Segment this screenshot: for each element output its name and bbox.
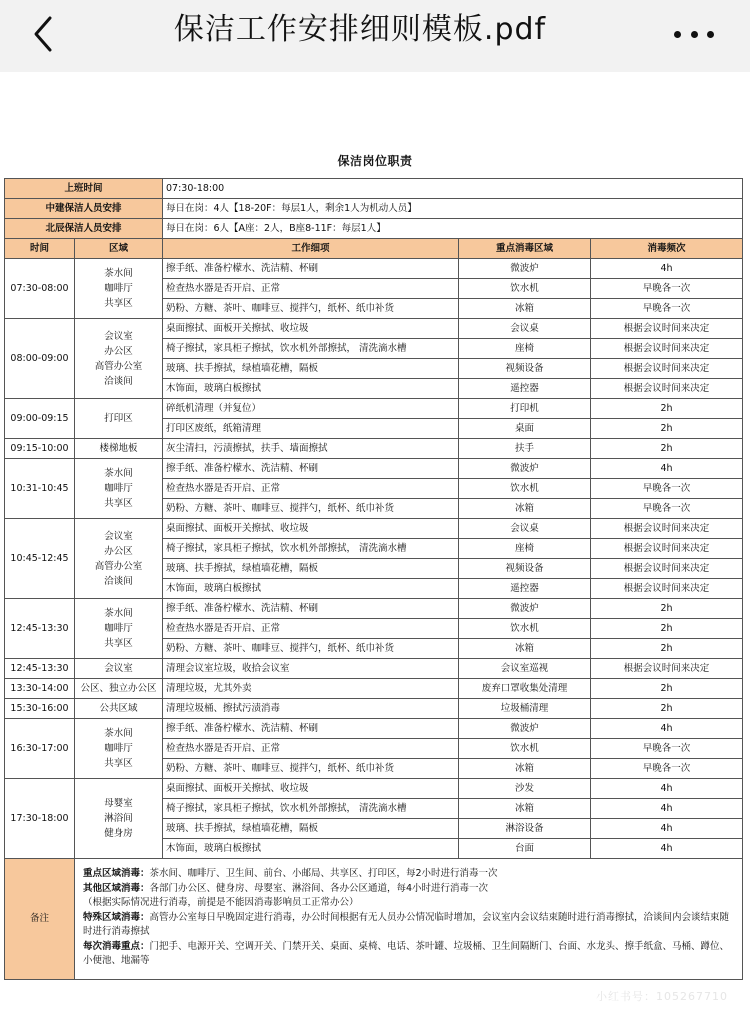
- note-text: 门把手、电源开关、空调开关、门禁开关、桌面、桌椅、电话、茶叶罐、垃圾桶、卫生间隔断门、台面、水龙头、擦手纸盒、马桶、蹲位、小便池、地漏等: [83, 940, 730, 966]
- cell-task: 清理垃圾，尤其外卖: [163, 679, 459, 699]
- schedule-row: [5, 459, 743, 479]
- info-label: 北辰保洁人员安排: [5, 219, 163, 239]
- cell-frequency: 2h: [591, 599, 743, 619]
- cell-time: 10:45-12:45: [5, 519, 75, 599]
- cell-frequency: 2h: [591, 619, 743, 639]
- cell-disinfect-area: 微波炉: [459, 259, 591, 279]
- note-line: [83, 882, 734, 897]
- cell-disinfect-area: 遥控器: [459, 379, 591, 399]
- info-value: 每日在岗：4人【18-20F：每层1人，剩余1人为机动人员】: [163, 199, 743, 219]
- cell-frequency: 4h: [591, 819, 743, 839]
- cell-task: 木饰面，玻璃白板擦拭: [163, 839, 459, 859]
- schedule-row: [5, 439, 743, 459]
- cell-task: 灰尘清扫，污渍擦拭，扶手、墙面擦拭: [163, 439, 459, 459]
- cell-frequency: 4h: [591, 459, 743, 479]
- info-row: [5, 199, 743, 219]
- cell-frequency: 2h: [591, 419, 743, 439]
- cell-disinfect-area: 淋浴设备: [459, 819, 591, 839]
- cell-area: 会议室 办公区 高管办公室 洽谈间: [75, 319, 163, 399]
- cell-task: 木饰面，玻璃白板擦拭: [163, 379, 459, 399]
- info-row: [5, 219, 743, 239]
- cell-task: 奶粉、方糖、茶叶、咖啡豆、搅拌勺，纸杯、纸巾补货: [163, 639, 459, 659]
- cell-area: 公区、独立办公区: [75, 679, 163, 699]
- cell-frequency: 早晚各一次: [591, 479, 743, 499]
- cell-task: 擦手纸、准备柠檬水、洗洁精、杯刷: [163, 719, 459, 739]
- cell-area: 打印区: [75, 399, 163, 439]
- cell-time: 13:30-14:00: [5, 679, 75, 699]
- cell-frequency: 4h: [591, 839, 743, 859]
- cell-disinfect-area: 打印机: [459, 399, 591, 419]
- cell-disinfect-area: 视频设备: [459, 559, 591, 579]
- more-horizontal-icon: [674, 31, 681, 38]
- cell-disinfect-area: 座椅: [459, 339, 591, 359]
- cell-disinfect-area: 冰箱: [459, 299, 591, 319]
- note-heading: 重点区域消毒：: [83, 868, 150, 879]
- top-bar: [0, 0, 750, 72]
- cell-disinfect-area: 冰箱: [459, 799, 591, 819]
- cell-task: 桌面擦拭、面板开关擦拭、收垃圾: [163, 779, 459, 799]
- column-header-disinfect-area: 重点消毒区域: [459, 239, 591, 259]
- document-page: [0, 72, 750, 1014]
- chevron-left-icon: [26, 14, 62, 54]
- note-text: （根据实际情况进行消毒，前提是不能因消毒影响员工正常办公）: [83, 897, 359, 908]
- column-header-area: 区域: [75, 239, 163, 259]
- cell-frequency: 2h: [591, 639, 743, 659]
- cell-task: 擦手纸、准备柠檬水、洗洁精、杯刷: [163, 259, 459, 279]
- cell-disinfect-area: 微波炉: [459, 719, 591, 739]
- cell-frequency: 4h: [591, 259, 743, 279]
- cell-frequency: 根据会议时间来决定: [591, 359, 743, 379]
- cell-disinfect-area: 冰箱: [459, 639, 591, 659]
- cell-task: 奶粉、方糖、茶叶、咖啡豆、搅拌勺，纸杯、纸巾补货: [163, 499, 459, 519]
- cell-task: 检查热水器是否开启、正常: [163, 739, 459, 759]
- cell-disinfect-area: 饮水机: [459, 739, 591, 759]
- cell-time: 10:31-10:45: [5, 459, 75, 519]
- cell-area: 楼梯地板: [75, 439, 163, 459]
- cell-disinfect-area: 微波炉: [459, 599, 591, 619]
- cell-area: 茶水间 咖啡厅 共享区: [75, 599, 163, 659]
- cell-area: 茶水间 咖啡厅 共享区: [75, 259, 163, 319]
- cell-task: 桌面擦拭、面板开关擦拭、收垃圾: [163, 519, 459, 539]
- schedule-row: [5, 679, 743, 699]
- note-heading: 特殊区域消毒：: [83, 911, 150, 923]
- column-header-detail: 工作细项: [163, 239, 459, 259]
- cell-disinfect-area: 遥控器: [459, 579, 591, 599]
- cell-disinfect-area: 微波炉: [459, 459, 591, 479]
- notes-row: [5, 859, 743, 980]
- schedule-row: [5, 259, 743, 279]
- note-text: 各部门办公区、健身房、母婴室、淋浴间、各办公区通道，每4小时进行消毒一次: [149, 882, 489, 894]
- cell-disinfect-area: 会议桌: [459, 519, 591, 539]
- cell-disinfect-area: 废弃口罩收集处清理: [459, 679, 591, 699]
- cell-frequency: 2h: [591, 399, 743, 419]
- cell-task: 椅子擦拭，家具柜子擦拭，饮水机外部擦拭， 清洗滴水槽: [163, 339, 459, 359]
- cell-frequency: 4h: [591, 779, 743, 799]
- cell-frequency: 2h: [591, 439, 743, 459]
- cell-disinfect-area: 饮水机: [459, 479, 591, 499]
- cell-task: 检查热水器是否开启、正常: [163, 479, 459, 499]
- note-text: 高管办公室每日早晚固定进行消毒，办公时间根据有无人员办公情况临时增加，会议室内会议结束随时进行消毒擦拭，洽谈间内会谈结束随时进行消毒擦拭: [83, 911, 730, 937]
- cell-area: 母婴室 淋浴间 健身房: [75, 779, 163, 859]
- info-row: [5, 179, 743, 199]
- schedule-row: [5, 699, 743, 719]
- cell-disinfect-area: 座椅: [459, 539, 591, 559]
- cell-task: 清理垃圾桶、擦拭污渍消毒: [163, 699, 459, 719]
- schedule-row: [5, 519, 743, 539]
- watermark-text: 小红书号：105267710: [596, 990, 728, 1003]
- cell-disinfect-area: 会议室巡视: [459, 659, 591, 679]
- column-header-frequency: 消毒频次: [591, 239, 743, 259]
- cell-disinfect-area: 扶手: [459, 439, 591, 459]
- cell-task: 木饰面，玻璃白板擦拭: [163, 579, 459, 599]
- cell-time: 08:00-09:00: [5, 319, 75, 399]
- cell-disinfect-area: 视频设备: [459, 359, 591, 379]
- cell-task: 清理会议室垃圾，收拾会议室: [163, 659, 459, 679]
- note-heading: 其他区域消毒：: [83, 882, 150, 894]
- cell-frequency: 根据会议时间来决定: [591, 559, 743, 579]
- column-header-time: 时间: [5, 239, 75, 259]
- cell-frequency: 早晚各一次: [591, 739, 743, 759]
- cell-task: 奶粉、方糖、茶叶、咖啡豆、搅拌勺，纸杯、纸巾补货: [163, 759, 459, 779]
- cell-frequency: 早晚各一次: [591, 499, 743, 519]
- schedule-row: [5, 659, 743, 679]
- cell-task: 检查热水器是否开启、正常: [163, 619, 459, 639]
- back-button[interactable]: [26, 14, 62, 54]
- cell-task: 擦手纸、准备柠檬水、洗洁精、杯刷: [163, 599, 459, 619]
- note-heading: 每次消毒重点：: [83, 940, 150, 952]
- cell-time: 09:15-10:00: [5, 439, 75, 459]
- duty-table: [4, 178, 743, 980]
- more-dot: [691, 31, 698, 38]
- cell-disinfect-area: 沙发: [459, 779, 591, 799]
- cell-area: 会议室: [75, 659, 163, 679]
- note-line: [83, 867, 734, 882]
- cell-time: 09:00-09:15: [5, 399, 75, 439]
- more-options-button[interactable]: [674, 16, 714, 52]
- cell-task: 检查热水器是否开启、正常: [163, 279, 459, 299]
- cell-area: 会议室 办公区 高管办公室 洽谈间: [75, 519, 163, 599]
- note-line: [83, 911, 734, 940]
- schedule-row: [5, 719, 743, 739]
- cell-frequency: 早晚各一次: [591, 279, 743, 299]
- cell-area: 公共区域: [75, 699, 163, 719]
- info-value: 07:30-18:00: [163, 179, 743, 199]
- cell-time: 12:45-13:30: [5, 659, 75, 679]
- schedule-row: [5, 779, 743, 799]
- note-line: [83, 940, 734, 969]
- schedule-row: [5, 399, 743, 419]
- cell-frequency: 根据会议时间来决定: [591, 579, 743, 599]
- cell-disinfect-area: 冰箱: [459, 499, 591, 519]
- notes-content: [75, 859, 743, 980]
- cell-time: 15:30-16:00: [5, 699, 75, 719]
- cell-frequency: 根据会议时间来决定: [591, 379, 743, 399]
- info-value: 每日在岗：6人【A座：2人，B座8-11F：每层1人】: [163, 219, 743, 239]
- cell-frequency: 2h: [591, 679, 743, 699]
- info-label: 上班时间: [5, 179, 163, 199]
- cell-frequency: 根据会议时间来决定: [591, 659, 743, 679]
- cell-time: 12:45-13:30: [5, 599, 75, 659]
- note-text: 茶水间、咖啡厅、卫生间、前台、小邮局、共享区、打印区，每2小时进行消毒一次: [149, 868, 498, 879]
- cell-disinfect-area: 会议桌: [459, 319, 591, 339]
- more-dot: [707, 31, 714, 38]
- info-label: 中建保洁人员安排: [5, 199, 163, 219]
- cell-frequency: 4h: [591, 719, 743, 739]
- cell-task: 椅子擦拭，家具柜子擦拭，饮水机外部擦拭， 清洗滴水槽: [163, 799, 459, 819]
- table-title: 保洁岗位职责: [337, 154, 413, 168]
- cell-task: 桌面擦拭、面板开关擦拭、收垃圾: [163, 319, 459, 339]
- schedule-row: [5, 319, 743, 339]
- note-line: [83, 896, 734, 911]
- column-header-row: [5, 239, 743, 259]
- cell-area: 茶水间 咖啡厅 共享区: [75, 459, 163, 519]
- cell-frequency: 根据会议时间来决定: [591, 519, 743, 539]
- cell-frequency: 根据会议时间来决定: [591, 539, 743, 559]
- cell-disinfect-area: 桌面: [459, 419, 591, 439]
- cell-time: 17:30-18:00: [5, 779, 75, 859]
- cell-frequency: 根据会议时间来决定: [591, 319, 743, 339]
- cell-disinfect-area: 饮水机: [459, 619, 591, 639]
- cell-frequency: 早晚各一次: [591, 759, 743, 779]
- schedule-row: [5, 599, 743, 619]
- cell-frequency: 早晚各一次: [591, 299, 743, 319]
- cell-frequency: 根据会议时间来决定: [591, 339, 743, 359]
- cell-time: 07:30-08:00: [5, 259, 75, 319]
- document-title: 保洁工作安排细则模板.pdf: [173, 12, 547, 47]
- cell-task: 碎纸机清理（并复位）: [163, 399, 459, 419]
- cell-frequency: 2h: [591, 699, 743, 719]
- cell-time: 16:30-17:00: [5, 719, 75, 779]
- cell-disinfect-area: 垃圾桶清理: [459, 699, 591, 719]
- cell-task: 玻璃、扶手擦拭，绿植墙花槽，隔板: [163, 559, 459, 579]
- cell-task: 擦手纸、准备柠檬水、洗洁精、杯刷: [163, 459, 459, 479]
- cell-disinfect-area: 饮水机: [459, 279, 591, 299]
- cell-task: 椅子擦拭，家具柜子擦拭，饮水机外部擦拭， 清洗滴水槽: [163, 539, 459, 559]
- cell-frequency: 4h: [591, 799, 743, 819]
- cell-disinfect-area: 冰箱: [459, 759, 591, 779]
- cell-task: 玻璃、扶手擦拭，绿植墙花槽，隔板: [163, 359, 459, 379]
- cell-task: 打印区废纸，纸箱清理: [163, 419, 459, 439]
- notes-label: 备注: [5, 859, 75, 980]
- cell-task: 奶粉、方糖、茶叶、咖啡豆、搅拌勺，纸杯、纸巾补货: [163, 299, 459, 319]
- cell-task: 玻璃、扶手擦拭，绿植墙花槽，隔板: [163, 819, 459, 839]
- cell-disinfect-area: 台面: [459, 839, 591, 859]
- cell-area: 茶水间 咖啡厅 共享区: [75, 719, 163, 779]
